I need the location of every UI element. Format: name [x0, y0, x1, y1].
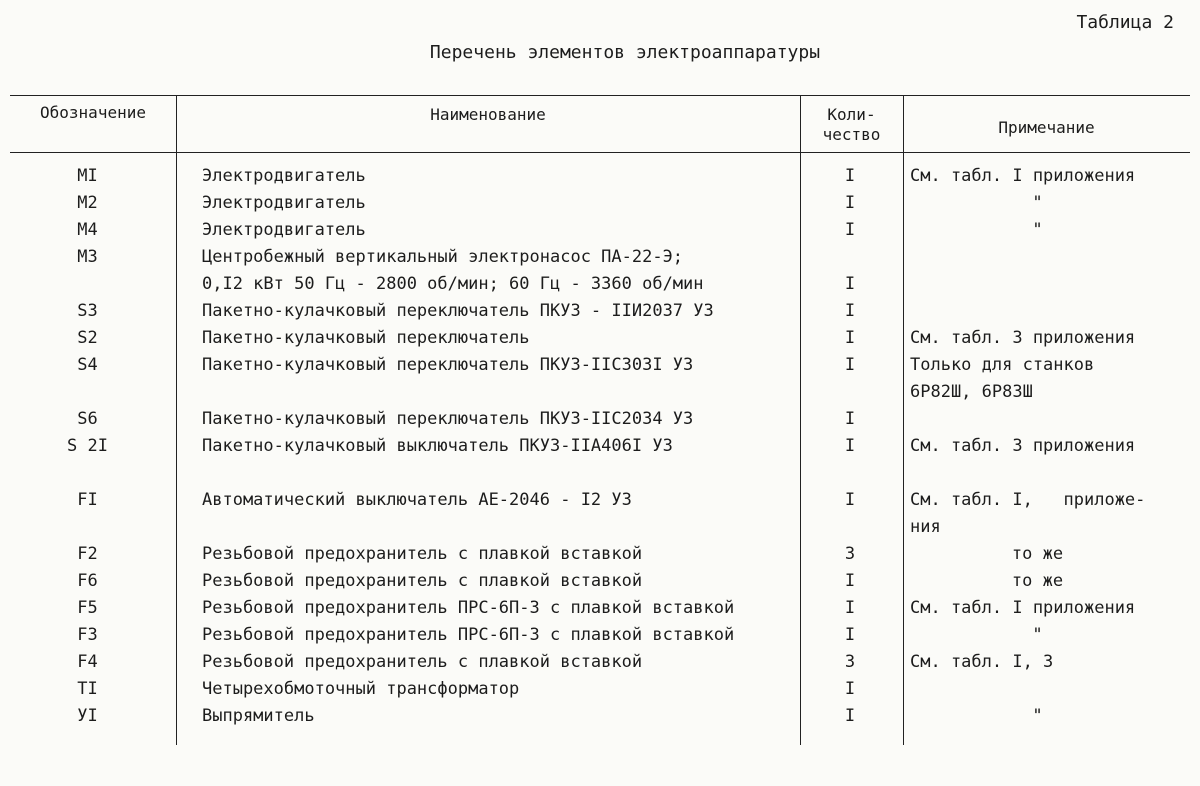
- table-row: [0, 406, 1200, 433]
- name-cell: Пакетно-кулачковый переключатель ПКУЗ - IIИ2037 УЗ: [202, 301, 714, 321]
- name-cell: Резьбовой предохранитель с плавкой вставкой: [202, 652, 643, 672]
- note-line-1: Только для станков: [910, 355, 1095, 375]
- name-cell: Автоматический выключатель АЕ-2046 - I2 УЗ: [202, 490, 632, 510]
- table-row: [0, 487, 1200, 541]
- quantity-cell: 3: [844, 652, 856, 672]
- quantity-cell: I: [844, 301, 856, 321]
- note-line-2: 6Р82Ш, 6Р83Ш: [910, 382, 1033, 402]
- note-cell: ": [1032, 706, 1043, 726]
- table-row: [0, 325, 1200, 352]
- table-row: [0, 703, 1200, 730]
- designation-cell: S3: [77, 301, 98, 321]
- table-row: [0, 595, 1200, 622]
- name-cell: Резьбовой предохранитель ПРС-6П-3 с плавкой вставкой: [202, 625, 735, 645]
- table-body: [0, 163, 1200, 730]
- header-note: Примечание: [998, 118, 1095, 137]
- note-line-1: См. табл. I, приложе-: [910, 490, 1146, 510]
- name-line-2: 0,I2 кВт 50 Гц - 2800 об/мин; 60 Гц - 3360 об/мин: [202, 274, 704, 294]
- header-quantity: [800, 105, 903, 145]
- header-designation: Обозначение: [40, 103, 146, 122]
- note-cell: ": [1032, 625, 1043, 645]
- quantity-cell: I: [844, 355, 856, 375]
- note-cell: См. табл. I приложения: [910, 166, 1136, 186]
- quantity-cell: I: [844, 220, 856, 240]
- note-cell: См. табл. I, 3: [910, 652, 1054, 672]
- header-name: Наименование: [430, 105, 546, 124]
- quantity-cell: I: [844, 274, 856, 294]
- document-title: Перечень элементов электроаппаратуры: [429, 42, 821, 63]
- quantity-cell: I: [844, 166, 856, 186]
- header-top-rule: [10, 95, 1190, 96]
- designation-cell: S 2I: [67, 436, 108, 456]
- name-cell: Резьбовой предохранитель ПРС-6П-3 с плавкой вставкой: [202, 598, 735, 618]
- quantity-cell: I: [844, 490, 856, 510]
- quantity-cell: 3: [844, 544, 856, 564]
- designation-cell: F3: [77, 625, 98, 645]
- quantity-cell: I: [844, 598, 856, 618]
- name-line-1: Центробежный вертикальный электронасос ПА-22-Э;: [202, 247, 684, 267]
- designation-cell: TI: [77, 679, 98, 699]
- designation-cell: FI: [77, 490, 98, 510]
- name-cell: Пакетно-кулачковый переключатель: [202, 328, 530, 348]
- designation-cell: М3: [77, 247, 98, 267]
- table-row: [0, 649, 1200, 676]
- header-bottom-rule: [10, 152, 1190, 153]
- table-row: [0, 190, 1200, 217]
- quantity-cell: I: [844, 193, 856, 213]
- table-row: [0, 622, 1200, 649]
- name-cell: Пакетно-кулачковый выключатель ПКУЗ-IIА406I УЗ: [202, 436, 673, 456]
- note-cell: то же: [1011, 544, 1064, 564]
- quantity-cell: I: [844, 706, 856, 726]
- table-row: [0, 244, 1200, 298]
- designation-cell: М2: [77, 193, 98, 213]
- name-cell: Электродвигатель: [202, 220, 366, 240]
- designation-cell: М4: [77, 220, 98, 240]
- name-cell: Пакетно-кулачковый переключатель ПКУЗ-IIС303I УЗ: [202, 355, 694, 375]
- designation-cell: F5: [77, 598, 98, 618]
- designation-cell: S4: [77, 355, 98, 375]
- note-cell: См. табл. 3 приложения: [910, 328, 1136, 348]
- note-cell: См. табл. 3 приложения: [910, 436, 1136, 456]
- quantity-cell: I: [844, 436, 856, 456]
- header-quantity-line1: Коли-: [827, 105, 876, 124]
- table-row: [0, 568, 1200, 595]
- designation-cell: МI: [77, 166, 98, 186]
- name-cell: Выпрямитель: [202, 706, 315, 726]
- designation-cell: F6: [77, 571, 98, 591]
- name-cell: Резьбовой предохранитель с плавкой вставкой: [202, 544, 643, 564]
- header-quantity-line2: чество: [822, 125, 881, 144]
- note-cell: ": [1032, 220, 1043, 240]
- name-cell: Пакетно-кулачковый переключатель ПКУЗ-IIС2034 УЗ: [202, 409, 694, 429]
- table-row: [0, 676, 1200, 703]
- note-cell: [910, 487, 1165, 541]
- note-cell: ": [1032, 193, 1043, 213]
- designation-cell: S2: [77, 328, 98, 348]
- designation-cell: S6: [77, 409, 98, 429]
- table-row: [0, 217, 1200, 244]
- designation-cell: F2: [77, 544, 98, 564]
- table-number: Таблица 2: [1076, 12, 1174, 33]
- table-row: [0, 298, 1200, 325]
- name-cell: Электродвигатель: [202, 193, 366, 213]
- name-cell: Резьбовой предохранитель с плавкой вставкой: [202, 571, 643, 591]
- note-cell: [910, 352, 1165, 406]
- table-row: [0, 541, 1200, 568]
- quantity-cell: I: [844, 625, 856, 645]
- quantity-cell: I: [844, 328, 856, 348]
- designation-cell: УI: [77, 706, 98, 726]
- name-cell: Четырехобмоточный трансформатор: [202, 679, 520, 699]
- table-row: [0, 433, 1200, 487]
- note-cell: то же: [1011, 571, 1064, 591]
- quantity-cell: I: [844, 571, 856, 591]
- quantity-cell: I: [844, 409, 856, 429]
- note-cell: См. табл. I приложения: [910, 598, 1136, 618]
- name-cell: [202, 244, 704, 298]
- note-line-2: ния: [910, 517, 941, 537]
- table-row: [0, 352, 1200, 406]
- name-cell: Электродвигатель: [202, 166, 366, 186]
- designation-cell: F4: [77, 652, 98, 672]
- table-row: [0, 163, 1200, 190]
- quantity-cell: I: [844, 679, 856, 699]
